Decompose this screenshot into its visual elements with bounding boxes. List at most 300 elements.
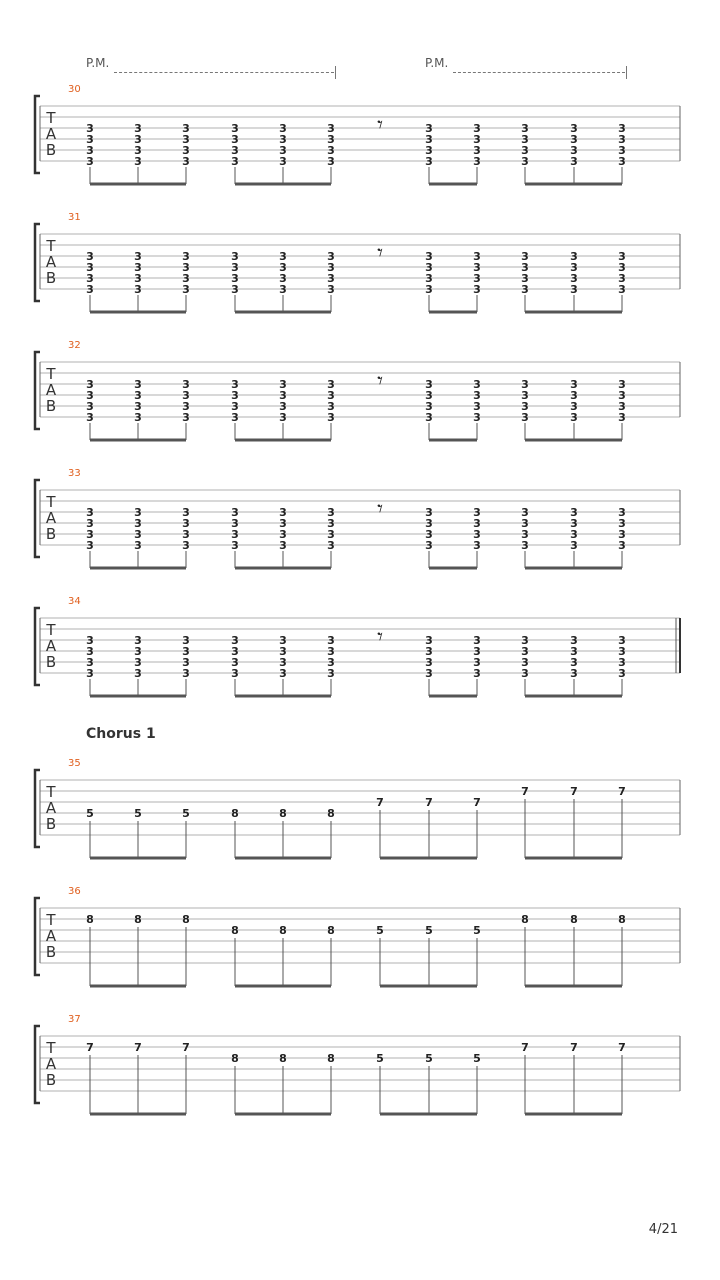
- tab-clef-letter: T: [46, 1039, 56, 1057]
- tab-staff: [0, 600, 720, 700]
- fret-number: 3: [618, 250, 626, 263]
- tab-clef-letter: T: [46, 109, 56, 127]
- fret-number: 5: [86, 807, 94, 820]
- fret-number: 3: [279, 539, 287, 552]
- fret-number: 3: [570, 506, 578, 519]
- fret-number: 3: [182, 261, 190, 274]
- palm-mute-label: P.M.: [425, 56, 449, 70]
- measure-number: 32: [68, 340, 81, 351]
- fret-number: 3: [473, 261, 481, 274]
- palm-mute-dashed-line: [114, 72, 334, 73]
- fret-number: 3: [134, 272, 142, 285]
- fret-number: 3: [570, 528, 578, 541]
- fret-number: 3: [327, 283, 335, 296]
- fret-number: 3: [570, 155, 578, 168]
- system-bracket: [35, 898, 40, 975]
- fret-number: 3: [570, 389, 578, 402]
- fret-number: 3: [86, 283, 94, 296]
- fret-number: 3: [473, 155, 481, 168]
- fret-number: 3: [86, 378, 94, 391]
- fret-number: 3: [618, 133, 626, 146]
- measure-number: 37: [68, 1014, 81, 1025]
- fret-number: 3: [521, 389, 529, 402]
- fret-number: 3: [327, 411, 335, 424]
- fret-number: 3: [570, 634, 578, 647]
- fret-number: 3: [231, 506, 239, 519]
- fret-number: 5: [425, 924, 433, 937]
- fret-number: 3: [279, 155, 287, 168]
- fret-number: 3: [134, 528, 142, 541]
- fret-number: 3: [231, 283, 239, 296]
- fret-number: 3: [618, 272, 626, 285]
- fret-number: 3: [182, 400, 190, 413]
- fret-number: 3: [473, 389, 481, 402]
- fret-number: 3: [618, 283, 626, 296]
- fret-number: 3: [327, 272, 335, 285]
- fret-number: 3: [182, 272, 190, 285]
- fret-number: 3: [521, 539, 529, 552]
- fret-number: 3: [521, 656, 529, 669]
- fret-number: 3: [473, 656, 481, 669]
- fret-number: 3: [425, 528, 433, 541]
- tab-system: [0, 758, 720, 862]
- fret-number: 3: [618, 528, 626, 541]
- fret-number: 3: [425, 250, 433, 263]
- fret-number: 3: [425, 539, 433, 552]
- fret-number: 3: [473, 667, 481, 680]
- fret-number: 7: [570, 1041, 578, 1054]
- system-bracket: [35, 608, 40, 685]
- tab-system: [0, 468, 720, 572]
- fret-number: 3: [473, 122, 481, 135]
- fret-number: 5: [376, 924, 384, 937]
- fret-number: 3: [279, 506, 287, 519]
- fret-number: 8: [231, 1052, 239, 1065]
- fret-number: 3: [182, 634, 190, 647]
- fret-number: 3: [521, 645, 529, 658]
- fret-number: 3: [134, 378, 142, 391]
- fret-number: 8: [231, 924, 239, 937]
- tab-system: [0, 84, 720, 188]
- fret-number: 3: [327, 155, 335, 168]
- fret-number: 3: [327, 133, 335, 146]
- tab-clef-letter: A: [45, 637, 57, 655]
- fret-number: 3: [279, 122, 287, 135]
- fret-number: 3: [86, 122, 94, 135]
- fret-number: 3: [618, 506, 626, 519]
- fret-number: 3: [473, 400, 481, 413]
- fret-number: 3: [473, 283, 481, 296]
- fret-number: 3: [327, 400, 335, 413]
- fret-number: 3: [570, 144, 578, 157]
- measure-number: 30: [68, 84, 81, 95]
- fret-number: 3: [521, 133, 529, 146]
- fret-number: 3: [231, 539, 239, 552]
- fret-number: 3: [327, 122, 335, 135]
- fret-number: 3: [425, 155, 433, 168]
- fret-number: 3: [425, 378, 433, 391]
- fret-number: 3: [618, 634, 626, 647]
- fret-number: 3: [86, 144, 94, 157]
- fret-number: 3: [521, 144, 529, 157]
- tab-clef-letter: A: [45, 125, 57, 143]
- fret-number: 3: [86, 634, 94, 647]
- fret-number: 3: [473, 250, 481, 263]
- fret-number: 3: [279, 411, 287, 424]
- fret-number: 3: [327, 656, 335, 669]
- fret-number: 8: [279, 924, 287, 937]
- eighth-rest: 𝄾: [377, 241, 383, 266]
- fret-number: 3: [182, 411, 190, 424]
- tab-system: [0, 212, 720, 316]
- tab-clef-letter: T: [46, 237, 56, 255]
- fret-number: 3: [231, 122, 239, 135]
- fret-number: 3: [570, 656, 578, 669]
- fret-number: 3: [134, 539, 142, 552]
- fret-number: 5: [425, 1052, 433, 1065]
- fret-number: 3: [134, 155, 142, 168]
- measure-number: 31: [68, 212, 81, 223]
- fret-number: 3: [618, 155, 626, 168]
- fret-number: 3: [425, 400, 433, 413]
- fret-number: 3: [473, 144, 481, 157]
- fret-number: 3: [521, 122, 529, 135]
- fret-number: 3: [473, 378, 481, 391]
- measure-number: 36: [68, 886, 81, 897]
- fret-number: 7: [570, 785, 578, 798]
- fret-number: 3: [425, 133, 433, 146]
- fret-number: 3: [86, 133, 94, 146]
- fret-number: 3: [521, 634, 529, 647]
- fret-number: 3: [86, 667, 94, 680]
- fret-number: 3: [86, 261, 94, 274]
- fret-number: 3: [182, 133, 190, 146]
- tab-system: [0, 596, 720, 700]
- fret-number: 3: [182, 250, 190, 263]
- fret-number: 3: [425, 634, 433, 647]
- tab-system: [0, 1014, 720, 1118]
- tab-clef-letter: B: [45, 141, 57, 159]
- tab-clef-letter: B: [45, 653, 57, 671]
- fret-number: 7: [86, 1041, 94, 1054]
- tab-clef-letter: B: [45, 1071, 57, 1089]
- fret-number: 3: [231, 528, 239, 541]
- fret-number: 3: [231, 155, 239, 168]
- fret-number: 3: [618, 261, 626, 274]
- fret-number: 3: [473, 133, 481, 146]
- fret-number: 3: [618, 411, 626, 424]
- fret-number: 3: [279, 656, 287, 669]
- fret-number: 3: [473, 517, 481, 530]
- fret-number: 3: [327, 389, 335, 402]
- fret-number: 3: [231, 250, 239, 263]
- fret-number: 3: [570, 645, 578, 658]
- fret-number: 8: [134, 913, 142, 926]
- fret-number: 3: [279, 517, 287, 530]
- fret-number: 7: [618, 785, 626, 798]
- fret-number: 3: [231, 645, 239, 658]
- fret-number: 3: [521, 250, 529, 263]
- fret-number: 3: [425, 272, 433, 285]
- fret-number: 3: [86, 539, 94, 552]
- fret-number: 3: [231, 656, 239, 669]
- tab-clef-letter: T: [46, 365, 56, 383]
- fret-number: 3: [134, 517, 142, 530]
- fret-number: 3: [279, 272, 287, 285]
- fret-number: 3: [182, 389, 190, 402]
- fret-number: 3: [521, 283, 529, 296]
- fret-number: 3: [521, 411, 529, 424]
- fret-number: 3: [134, 400, 142, 413]
- fret-number: 3: [134, 261, 142, 274]
- system-bracket: [35, 1026, 40, 1103]
- fret-number: 3: [327, 539, 335, 552]
- fret-number: 3: [521, 155, 529, 168]
- fret-number: 3: [618, 122, 626, 135]
- fret-number: 3: [182, 155, 190, 168]
- fret-number: 3: [570, 133, 578, 146]
- fret-number: 3: [279, 634, 287, 647]
- palm-mute-row: [0, 52, 720, 82]
- fret-number: 3: [134, 411, 142, 424]
- fret-number: 3: [231, 411, 239, 424]
- tab-clef-letter: T: [46, 783, 56, 801]
- fret-number: 3: [618, 378, 626, 391]
- fret-number: 3: [182, 517, 190, 530]
- fret-number: 3: [134, 656, 142, 669]
- fret-number: 8: [231, 807, 239, 820]
- fret-number: 3: [327, 634, 335, 647]
- fret-number: 5: [376, 1052, 384, 1065]
- palm-mute-end-mark: [335, 66, 336, 79]
- tab-clef-letter: A: [45, 799, 57, 817]
- fret-number: 3: [473, 528, 481, 541]
- tab-staff: [0, 472, 720, 572]
- fret-number: 3: [182, 528, 190, 541]
- tab-clef-letter: B: [45, 525, 57, 543]
- fret-number: 3: [570, 250, 578, 263]
- fret-number: 3: [425, 506, 433, 519]
- fret-number: 3: [231, 272, 239, 285]
- fret-number: 3: [86, 528, 94, 541]
- fret-number: 3: [618, 645, 626, 658]
- fret-number: 3: [182, 667, 190, 680]
- tab-staff: [0, 344, 720, 444]
- fret-number: 3: [279, 400, 287, 413]
- fret-number: 3: [521, 517, 529, 530]
- fret-number: 3: [279, 378, 287, 391]
- fret-number: 3: [327, 261, 335, 274]
- fret-number: 3: [618, 144, 626, 157]
- tab-staff: [0, 762, 720, 862]
- measure-number: 35: [68, 758, 81, 769]
- fret-number: 3: [521, 272, 529, 285]
- fret-number: 3: [473, 645, 481, 658]
- fret-number: 3: [570, 400, 578, 413]
- fret-number: 3: [327, 144, 335, 157]
- fret-number: 3: [86, 389, 94, 402]
- fret-number: 3: [182, 656, 190, 669]
- fret-number: 3: [279, 144, 287, 157]
- fret-number: 3: [473, 634, 481, 647]
- fret-number: 7: [134, 1041, 142, 1054]
- fret-number: 3: [425, 656, 433, 669]
- palm-mute-dashed-line: [453, 72, 625, 73]
- fret-number: 3: [327, 667, 335, 680]
- tab-staff: [0, 88, 720, 188]
- palm-mute-end-mark: [626, 66, 627, 79]
- fret-number: 3: [570, 667, 578, 680]
- section-label: Chorus 1: [86, 726, 156, 742]
- tab-staff: [0, 1018, 720, 1118]
- fret-number: 3: [134, 144, 142, 157]
- fret-number: 3: [521, 506, 529, 519]
- fret-number: 3: [473, 539, 481, 552]
- page-number: 4/21: [648, 1222, 678, 1237]
- fret-number: 8: [618, 913, 626, 926]
- measure-number: 34: [68, 596, 81, 607]
- fret-number: 3: [521, 667, 529, 680]
- fret-number: 3: [231, 667, 239, 680]
- fret-number: 3: [134, 634, 142, 647]
- fret-number: 3: [86, 400, 94, 413]
- fret-number: 3: [570, 272, 578, 285]
- tab-clef-letter: A: [45, 509, 57, 527]
- fret-number: 3: [425, 144, 433, 157]
- tab-system: [0, 340, 720, 444]
- fret-number: 3: [425, 517, 433, 530]
- tab-clef-letter: T: [46, 621, 56, 639]
- fret-number: 3: [279, 667, 287, 680]
- fret-number: 3: [521, 261, 529, 274]
- fret-number: 3: [279, 528, 287, 541]
- fret-number: 3: [327, 250, 335, 263]
- fret-number: 3: [618, 517, 626, 530]
- fret-number: 3: [134, 122, 142, 135]
- fret-number: 3: [521, 528, 529, 541]
- fret-number: 5: [473, 924, 481, 937]
- fret-number: 3: [327, 378, 335, 391]
- system-bracket: [35, 352, 40, 429]
- fret-number: 3: [521, 400, 529, 413]
- system-bracket: [35, 770, 40, 847]
- palm-mute-label: P.M.: [86, 56, 110, 70]
- fret-number: 3: [425, 283, 433, 296]
- fret-number: 7: [521, 785, 529, 798]
- eighth-rest: 𝄾: [377, 625, 383, 650]
- tab-clef-letter: T: [46, 493, 56, 511]
- tab-clef-letter: A: [45, 253, 57, 271]
- fret-number: 8: [182, 913, 190, 926]
- fret-number: 7: [182, 1041, 190, 1054]
- fret-number: 3: [279, 645, 287, 658]
- fret-number: 3: [134, 389, 142, 402]
- fret-number: 3: [473, 272, 481, 285]
- fret-number: 3: [231, 378, 239, 391]
- fret-number: 3: [279, 389, 287, 402]
- fret-number: 3: [231, 389, 239, 402]
- fret-number: 3: [86, 411, 94, 424]
- measure-number: 33: [68, 468, 81, 479]
- fret-number: 3: [231, 400, 239, 413]
- fret-number: 3: [570, 517, 578, 530]
- fret-number: 3: [134, 250, 142, 263]
- fret-number: 3: [279, 133, 287, 146]
- eighth-rest: 𝄾: [377, 113, 383, 138]
- fret-number: 3: [473, 411, 481, 424]
- fret-number: 8: [279, 807, 287, 820]
- fret-number: 8: [279, 1052, 287, 1065]
- tab-clef-letter: B: [45, 815, 57, 833]
- fret-number: 8: [86, 913, 94, 926]
- tab-clef-letter: A: [45, 381, 57, 399]
- fret-number: 3: [134, 667, 142, 680]
- fret-number: 3: [425, 122, 433, 135]
- fret-number: 3: [86, 272, 94, 285]
- fret-number: 3: [521, 378, 529, 391]
- fret-number: 3: [134, 283, 142, 296]
- fret-number: 5: [182, 807, 190, 820]
- fret-number: 7: [521, 1041, 529, 1054]
- fret-number: 3: [182, 506, 190, 519]
- system-bracket: [35, 224, 40, 301]
- fret-number: 8: [327, 807, 335, 820]
- fret-number: 3: [231, 144, 239, 157]
- fret-number: 3: [279, 250, 287, 263]
- fret-number: 3: [86, 250, 94, 263]
- fret-number: 3: [86, 506, 94, 519]
- fret-number: 3: [425, 645, 433, 658]
- fret-number: 3: [618, 389, 626, 402]
- fret-number: 3: [182, 144, 190, 157]
- eighth-rest: 𝄾: [377, 497, 383, 522]
- fret-number: 3: [182, 122, 190, 135]
- tab-system: [0, 886, 720, 990]
- fret-number: 7: [473, 796, 481, 809]
- fret-number: 3: [570, 378, 578, 391]
- tab-clef-letter: B: [45, 269, 57, 287]
- fret-number: 3: [327, 506, 335, 519]
- fret-number: 3: [134, 645, 142, 658]
- tab-staff: [0, 216, 720, 316]
- fret-number: 7: [376, 796, 384, 809]
- fret-number: 3: [327, 528, 335, 541]
- system-bracket: [35, 96, 40, 173]
- fret-number: 3: [231, 261, 239, 274]
- fret-number: 8: [570, 913, 578, 926]
- fret-number: 5: [473, 1052, 481, 1065]
- fret-number: 3: [570, 122, 578, 135]
- fret-number: 3: [425, 667, 433, 680]
- fret-number: 8: [327, 1052, 335, 1065]
- tab-clef-letter: T: [46, 911, 56, 929]
- eighth-rest: 𝄾: [377, 369, 383, 394]
- tab-clef-letter: A: [45, 927, 57, 945]
- tab-clef-letter: B: [45, 397, 57, 415]
- tab-staff: [0, 890, 720, 990]
- system-bracket: [35, 480, 40, 557]
- fret-number: 3: [618, 400, 626, 413]
- fret-number: 3: [182, 283, 190, 296]
- fret-number: 7: [618, 1041, 626, 1054]
- fret-number: 8: [327, 924, 335, 937]
- fret-number: 3: [134, 133, 142, 146]
- fret-number: 3: [86, 517, 94, 530]
- fret-number: 5: [134, 807, 142, 820]
- fret-number: 3: [327, 517, 335, 530]
- fret-number: 3: [279, 261, 287, 274]
- fret-number: 3: [231, 634, 239, 647]
